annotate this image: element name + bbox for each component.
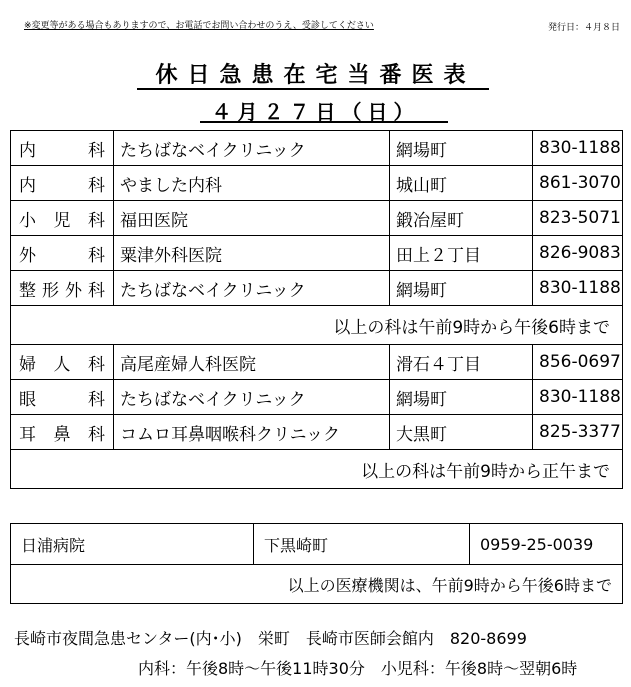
phone-cell: 826-9083	[533, 236, 623, 271]
hours-note-row	[11, 306, 623, 345]
notice-text: ※変更等がある場合もありますので、お電話でお問い合わせのうえ、受診してください	[24, 21, 374, 31]
area-cell: 網場町	[390, 131, 533, 166]
duty-schedule-table	[10, 130, 623, 489]
night-center-hours: 内科：午後8時～午後11時30分 小児科：午後8時～翌朝6時	[138, 659, 578, 678]
phone-cell: 825-3377	[533, 415, 623, 450]
issue-date: 発行日：４月８日	[548, 23, 621, 33]
page-title: 休日急患在宅当番医表	[155, 63, 476, 88]
table-row	[11, 524, 623, 565]
area-cell: 城山町	[390, 166, 533, 201]
phone-cell: 823-5071	[533, 201, 623, 236]
area-cell: 網場町	[390, 271, 533, 306]
table-row	[11, 345, 623, 380]
title-underline	[137, 88, 489, 90]
phone-cell: 856-0697	[533, 345, 623, 380]
clinic-cell: 福田医院	[114, 201, 390, 236]
table-row	[11, 415, 623, 450]
department-cell: 小児科	[11, 201, 114, 236]
area-cell: 下黒崎町	[254, 524, 470, 565]
night-center-info: 長崎市夜間急患センター(内･小) 栄町 長崎市医師会館内 820-8699	[14, 629, 527, 648]
hours-note-row	[11, 565, 623, 604]
clinic-cell: コムロ耳鼻咽喉科クリニック	[114, 415, 390, 450]
department-cell: 内科	[11, 131, 114, 166]
department-cell: 整形外科	[11, 271, 114, 306]
table-row	[11, 236, 623, 271]
clinic-cell: 高尾産婦人科医院	[114, 345, 390, 380]
department-cell: 婦人科	[11, 345, 114, 380]
table-row	[11, 380, 623, 415]
hours-note: 以上の科は午前9時から正午まで	[11, 450, 623, 489]
area-cell: 滑石４丁目	[390, 345, 533, 380]
table-row	[11, 131, 623, 166]
date-underline	[200, 121, 448, 123]
department-cell: 外科	[11, 236, 114, 271]
department-cell: 内科	[11, 166, 114, 201]
hours-note-row	[11, 450, 623, 489]
hospital-table	[10, 523, 623, 604]
clinic-cell: やました内科	[114, 166, 390, 201]
phone-cell: 830-1188	[533, 271, 623, 306]
clinic-cell: たちばなベイクリニック	[114, 271, 390, 306]
hours-note: 以上の医療機関は、午前9時から午後6時まで	[11, 565, 623, 604]
phone-cell: 0959-25-0039	[470, 524, 623, 565]
clinic-cell: たちばなベイクリニック	[114, 380, 390, 415]
area-cell: 田上２丁目	[390, 236, 533, 271]
clinic-cell: たちばなベイクリニック	[114, 131, 390, 166]
hospital-name-cell: 日浦病院	[11, 524, 254, 565]
area-cell: 鍛冶屋町	[390, 201, 533, 236]
hours-note: 以上の科は午前9時から午後6時まで	[11, 306, 623, 345]
area-cell: 大黒町	[390, 415, 533, 450]
phone-cell: 830-1188	[533, 380, 623, 415]
table-row	[11, 271, 623, 306]
phone-cell: 861-3070	[533, 166, 623, 201]
schedule-date: ４月２７日（日）	[211, 100, 420, 124]
department-cell: 眼科	[11, 380, 114, 415]
phone-cell: 830-1188	[533, 131, 623, 166]
area-cell: 網場町	[390, 380, 533, 415]
table-row	[11, 166, 623, 201]
clinic-cell: 粟津外科医院	[114, 236, 390, 271]
department-cell: 耳鼻科	[11, 415, 114, 450]
table-row	[11, 201, 623, 236]
